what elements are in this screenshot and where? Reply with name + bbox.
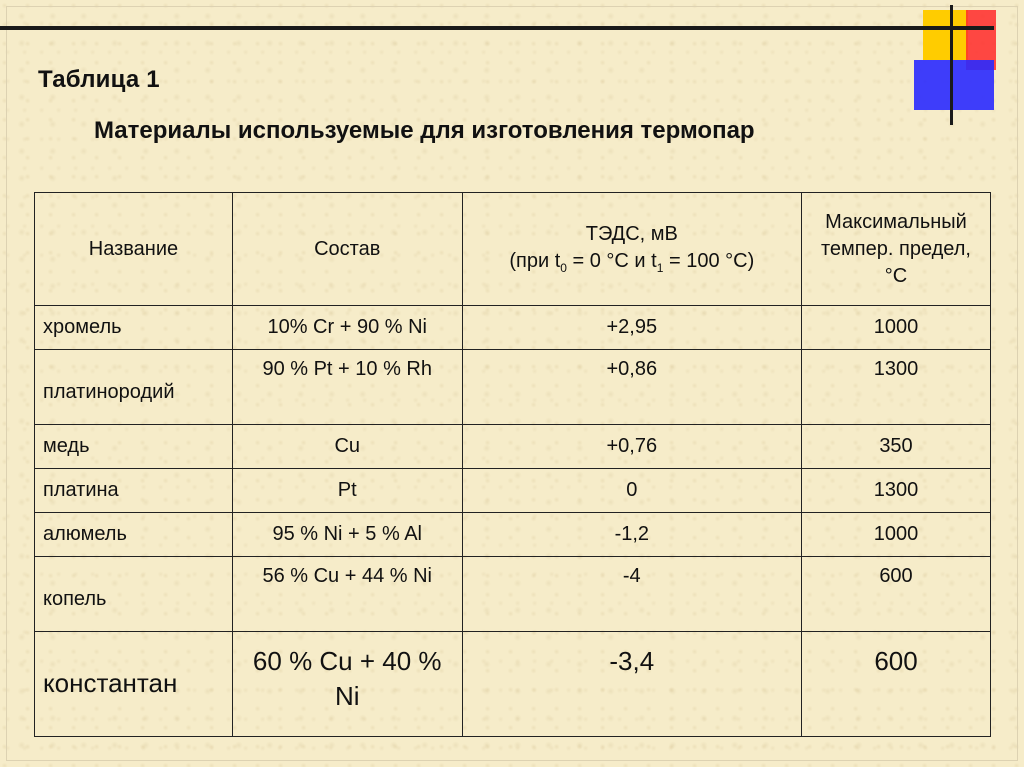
table-caption: Материалы используемые для изготовления термопар xyxy=(94,117,755,144)
header-max-temp: Максимальный темпер. предел, °С xyxy=(802,193,991,306)
top-rule xyxy=(0,26,994,30)
cell-composition: 60 % Cu + 40 % Ni xyxy=(232,632,462,737)
decor-yellow-square xyxy=(923,10,968,60)
header-emf-title: ТЭДС, мВ xyxy=(585,223,678,246)
cell-composition: Pt xyxy=(232,469,462,513)
table-row xyxy=(35,350,991,425)
cell-composition: 90 % Pt + 10 % Rh xyxy=(232,350,462,425)
header-row xyxy=(35,193,991,306)
cell-name: платинородий xyxy=(35,350,233,425)
header-composition: Состав xyxy=(232,193,462,306)
table-row xyxy=(35,306,991,350)
decor-vertical-line xyxy=(950,5,953,125)
header-name: Название xyxy=(35,193,233,306)
cell-emf: -4 xyxy=(462,557,801,632)
cell-composition: 10% Cr + 90 % Ni xyxy=(232,306,462,350)
cell-name: алюмель xyxy=(35,513,233,557)
cell-max-temp: 600 xyxy=(802,557,991,632)
header-emf xyxy=(462,193,801,306)
cell-name: копель xyxy=(35,557,233,632)
table-row xyxy=(35,557,991,632)
cell-name: медь xyxy=(35,425,233,469)
cell-composition: 56 % Cu + 44 % Ni xyxy=(232,557,462,632)
cell-max-temp: 1000 xyxy=(802,513,991,557)
cell-max-temp: 600 xyxy=(802,632,991,737)
cell-emf: -3,4 xyxy=(462,632,801,737)
cell-emf: +2,95 xyxy=(462,306,801,350)
cell-composition: Cu xyxy=(232,425,462,469)
cell-name: константан xyxy=(35,632,233,737)
table-label: Таблица 1 xyxy=(38,66,160,93)
table-row xyxy=(35,513,991,557)
cell-max-temp: 350 xyxy=(802,425,991,469)
cell-emf: -1,2 xyxy=(462,513,801,557)
thermocouple-materials-table xyxy=(34,192,991,737)
table-row xyxy=(35,425,991,469)
cell-name: хромель xyxy=(35,306,233,350)
decor-blue-square xyxy=(914,60,994,110)
cell-composition: 95 % Ni + 5 % Al xyxy=(232,513,462,557)
table-row xyxy=(35,469,991,513)
cell-max-temp: 1000 xyxy=(802,306,991,350)
cell-max-temp: 1300 xyxy=(802,469,991,513)
decor-horizontal-line xyxy=(880,26,994,30)
table-row xyxy=(35,632,991,737)
cell-emf: +0,86 xyxy=(462,350,801,425)
cell-max-temp: 1300 xyxy=(802,350,991,425)
cell-emf: +0,76 xyxy=(462,425,801,469)
cell-name: платина xyxy=(35,469,233,513)
header-emf-condition: (при $t_0 = 0$ °С и $t_1 = 100$ °С) xyxy=(509,250,755,276)
cell-emf: 0 xyxy=(462,469,801,513)
